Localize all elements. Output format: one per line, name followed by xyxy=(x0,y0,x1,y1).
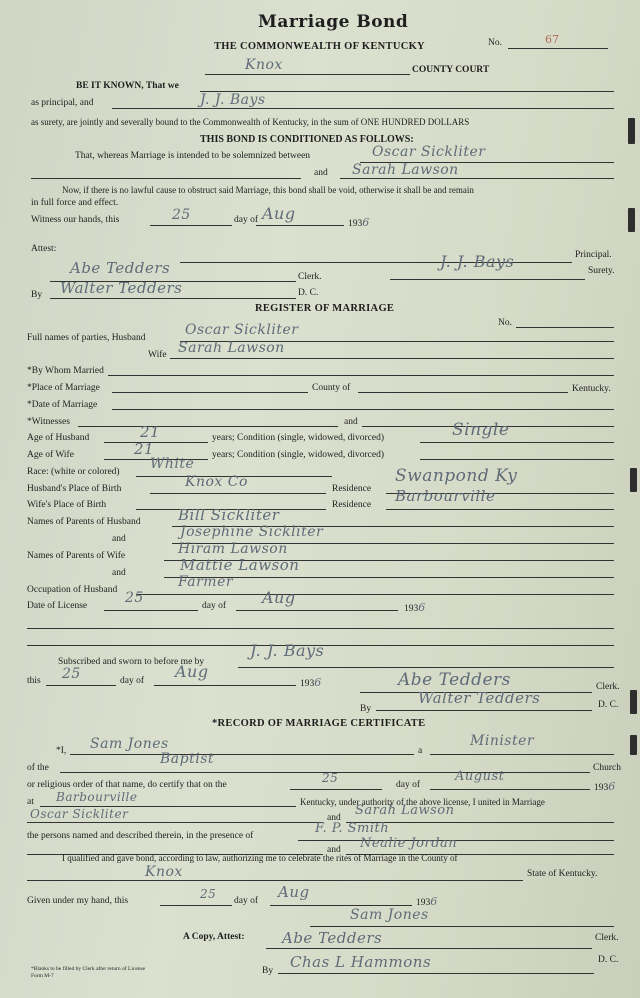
age-husband-value: 21 xyxy=(140,423,161,441)
cert-groom: Oscar Sickliter xyxy=(30,807,129,821)
county-court-label: COUNTY COURT xyxy=(412,65,490,75)
condition-husband: Single xyxy=(452,420,510,440)
parents-wife-and: and xyxy=(112,568,126,578)
sworn-clerk-signature: Abe Tedders xyxy=(398,670,511,690)
witness-year: 1936 xyxy=(348,216,370,229)
occupation-value: Farmer xyxy=(178,574,234,590)
given-month: Aug xyxy=(278,883,310,901)
dc-label: D. C. xyxy=(298,288,319,298)
commonwealth-heading: THE COMMONWEALTH OF KENTUCKY xyxy=(214,41,425,52)
by-whom-label: *By Whom Married xyxy=(27,366,104,376)
footnote-blanks: *Blanks to be filled by Clerk after return of License xyxy=(31,966,146,972)
residence-label-wife: Residence xyxy=(332,500,372,510)
wife-residence: Barbourville xyxy=(395,487,496,505)
cert-a: a xyxy=(418,746,423,756)
given-year: 1936 xyxy=(416,895,438,908)
cert-i: *I, xyxy=(56,746,67,756)
cert-place: Barbourville xyxy=(56,790,138,804)
license-day-of: day of xyxy=(202,601,227,611)
occupation-label: Occupation of Husband xyxy=(27,585,118,595)
principal-label: Principal. xyxy=(575,250,612,260)
attest-dc-label: D. C. xyxy=(598,955,619,965)
wife-label: Wife xyxy=(148,350,167,360)
and-label: and xyxy=(314,168,328,178)
witnesses-and: and xyxy=(344,417,358,427)
husband-mother: Josephine Sickliter xyxy=(180,524,324,540)
witness-day: 25 xyxy=(172,207,191,223)
cert-bride: Sarah Lawson xyxy=(355,803,455,818)
officiant-name: Sam Jones xyxy=(90,736,169,752)
conditioned-heading: THIS BOND IS CONDITIONED AS FOLLOWS: xyxy=(200,134,414,145)
sworn-dc-signature: Walter Tedders xyxy=(418,689,541,707)
sworn-month: Aug xyxy=(175,662,209,681)
cert-county: Knox xyxy=(145,864,183,880)
binder-tab xyxy=(628,208,635,232)
sworn-dc-label: D. C. xyxy=(598,700,619,710)
county-name: Knox xyxy=(245,57,283,73)
attest-by: By xyxy=(262,966,274,976)
kentucky-authority-text: Kentucky, under authority of the above license, I united in Marriage xyxy=(300,797,545,807)
binder-tab xyxy=(630,690,637,714)
persons-text: the persons named and described therein, in the presence of xyxy=(27,831,254,841)
sworn-this: this xyxy=(27,676,41,686)
officiant-role: Minister xyxy=(470,733,535,749)
full-force-text: in full force and effect. xyxy=(31,198,119,208)
given-text: Given under my hand, this xyxy=(27,896,129,906)
clerk-label: Clerk. xyxy=(298,272,322,282)
be-it-known: BE IT KNOWN, That we xyxy=(76,81,179,91)
husband-residence: Swanpond Ky xyxy=(395,466,518,486)
full-names-label: Full names of parties, Husband xyxy=(27,333,146,343)
sworn-name: J. J. Bays xyxy=(250,641,325,660)
husband-name: Oscar Sickliter xyxy=(185,322,299,338)
cert-of-the: of the xyxy=(27,763,49,773)
register-no-label: No. xyxy=(498,318,512,328)
condition-label-husband: years; Condition (single, widowed, divorced) xyxy=(212,433,385,443)
sworn-by: By xyxy=(360,704,372,714)
age-husband-label: Age of Husband xyxy=(27,433,90,443)
date-license-label: Date of License xyxy=(27,601,88,611)
bond-number: 67 xyxy=(545,33,559,46)
bond-no-label: No. xyxy=(488,38,502,48)
by-label: By xyxy=(31,290,43,300)
cert-witness-two: Nealie Jordan xyxy=(360,836,458,851)
condition-label-wife: years; Condition (single, widowed, divorced) xyxy=(212,450,385,460)
as-principal-label: as principal, and xyxy=(31,98,94,108)
given-day-of: day of xyxy=(234,896,259,906)
certificate-heading: *RECORD OF MARRIAGE CERTIFICATE xyxy=(212,718,426,729)
license-year: 1936 xyxy=(404,601,426,614)
cert-and: and xyxy=(327,813,341,823)
state-of-kentucky-label: State of Kentucky. xyxy=(527,869,598,879)
attest-dc-signature: Chas L Hammons xyxy=(290,953,432,971)
sworn-year: 1936 xyxy=(300,676,322,689)
sworn-day: 25 xyxy=(62,666,81,682)
surety-name: J. J. Bays xyxy=(200,92,266,108)
wife-birth-label: Wife's Place of Birth xyxy=(27,500,107,510)
cert-month: August xyxy=(455,769,505,784)
cert-at: at xyxy=(27,797,34,807)
binder-tab xyxy=(628,118,635,144)
sworn-text: Subscribed and sworn to before me by xyxy=(58,657,205,667)
church-label: Church xyxy=(593,763,621,773)
party-one: Oscar Sickliter xyxy=(372,144,486,160)
form-number: Form M-7 xyxy=(31,973,54,979)
bond-dc-signature: Walter Tedders xyxy=(60,279,183,297)
whereas-text: That, whereas Marriage is intended to be solemnized between xyxy=(75,151,311,161)
surety-clause: as surety, are jointly and severally bound to the Commonwealth of Kentucky, in the sum of ONE HUNDRED DOLLARS xyxy=(31,117,470,127)
race-value: White xyxy=(150,456,195,472)
date-of-marriage-label: *Date of Marriage xyxy=(27,400,98,410)
lawful-cause-text: Now, if there is no lawful cause to obstruct said Marriage, this bond shall be void, otherwise it shall be and remain xyxy=(62,185,474,195)
copy-attest-label: A Copy, Attest: xyxy=(183,932,245,942)
cert-and-witness: and xyxy=(327,845,341,855)
attest-label: Attest: xyxy=(31,244,57,254)
age-wife-value: 21 xyxy=(134,440,155,458)
cert-day-of: day of xyxy=(396,780,421,790)
binder-tab xyxy=(630,735,637,755)
religious-text: or religious order of that name, do certify that on the xyxy=(27,780,227,790)
qualified-text: I qualified and gave bond, according to law, authorizing me to celebrate the rites of Marriage in the County of xyxy=(62,853,458,863)
church-name: Baptist xyxy=(160,751,215,767)
residence-label-husband: Residence xyxy=(332,484,372,494)
sworn-clerk-label: Clerk. xyxy=(596,682,620,692)
kentucky-label: Kentucky. xyxy=(572,384,611,394)
attest-clerk-label: Clerk. xyxy=(595,933,619,943)
day-of-label: day of xyxy=(234,215,259,225)
wife-mother: Mattie Lawson xyxy=(180,556,300,574)
binder-tab xyxy=(630,468,637,492)
parents-husband-and: and xyxy=(112,534,126,544)
parents-wife-label: Names of Parents of Wife xyxy=(27,551,126,561)
husband-birth-label: Husband's Place of Birth xyxy=(27,484,122,494)
witness-text: Witness our hands, this xyxy=(31,215,120,225)
race-label: Race: (white or colored) xyxy=(27,467,120,477)
witness-month: Aug xyxy=(262,204,296,223)
register-heading: REGISTER OF MARRIAGE xyxy=(255,303,395,314)
cert-witness-one: F. P. Smith xyxy=(315,821,390,836)
given-day: 25 xyxy=(200,887,217,901)
wife-name: Sarah Lawson xyxy=(178,340,285,356)
license-day: 25 xyxy=(125,590,144,606)
place-label: *Place of Marriage xyxy=(27,383,100,393)
bond-clerk-signature: Abe Tedders xyxy=(70,259,171,277)
party-two: Sarah Lawson xyxy=(352,162,459,178)
document-title: Marriage Bond xyxy=(258,12,409,32)
surety-label: Surety. xyxy=(588,266,615,276)
cert-year: 1936 xyxy=(594,780,616,793)
attest-clerk-signature: Abe Tedders xyxy=(282,929,383,947)
age-wife-label: Age of Wife xyxy=(27,450,74,460)
officiant-signature: Sam Jones xyxy=(350,907,429,923)
license-month: Aug xyxy=(262,588,296,607)
cert-day: 25 xyxy=(322,771,339,785)
wife-father: Hiram Lawson xyxy=(178,541,288,557)
witnesses-label: *Witnesses xyxy=(27,417,70,427)
surety-signature: J. J. Bays xyxy=(440,252,515,271)
sworn-day-of: day of xyxy=(120,676,145,686)
husband-birth-value: Knox Co xyxy=(185,474,248,490)
parents-husband-label: Names of Parents of Husband xyxy=(27,517,141,527)
county-of-label: County of xyxy=(312,383,351,393)
husband-father: Bill Sickliter xyxy=(178,506,280,524)
